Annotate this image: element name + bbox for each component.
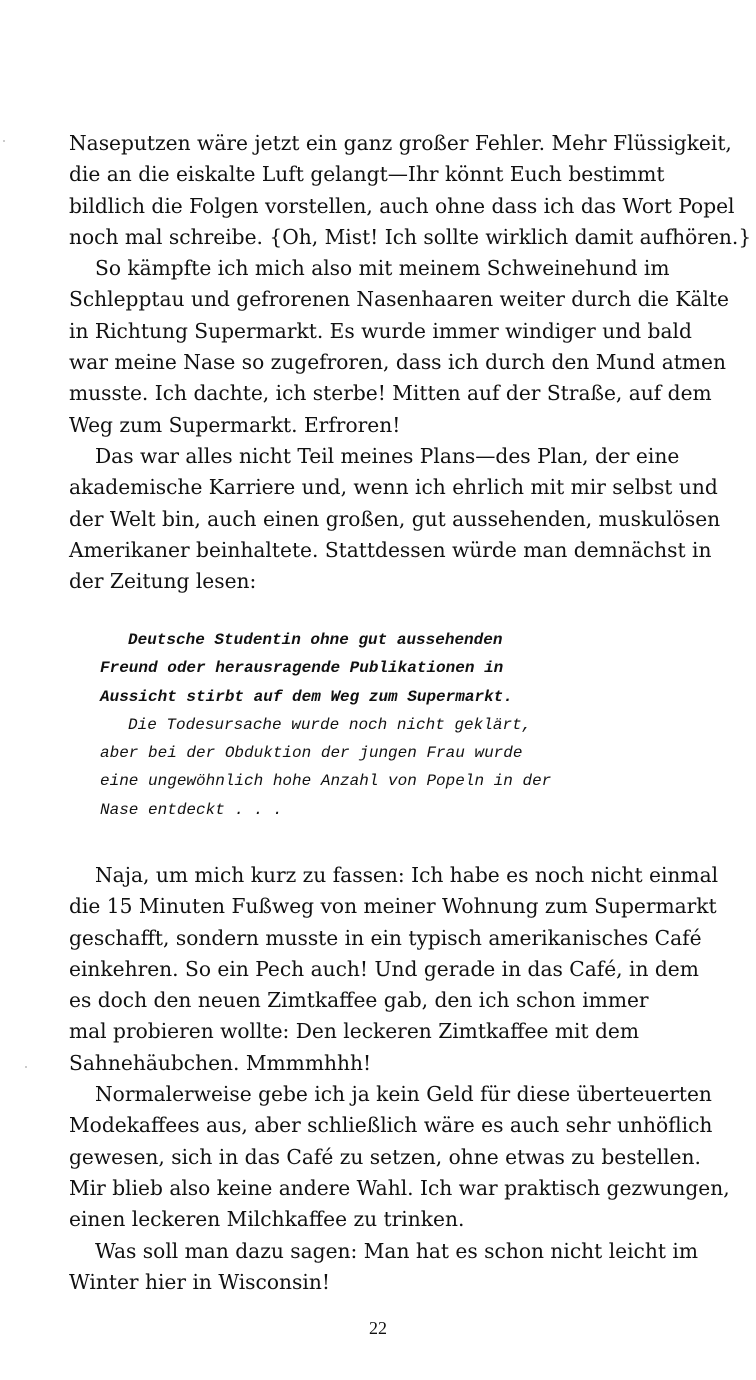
page-number: 22 bbox=[369, 1318, 387, 1338]
paragraph bbox=[69, 1236, 709, 1299]
text-line: die an die eiskalte Luft gelangt—Ihr könnt Euch bestimmt bbox=[69, 162, 665, 187]
text-line: war meine Nase so zugefroren, dass ich durch den Mund atmen bbox=[69, 350, 726, 375]
news-body-line: aber bei der Obduktion der jungen Frau wurde bbox=[100, 744, 523, 763]
news-body-line: Die Todesursache wurde noch nicht geklärt, bbox=[128, 715, 532, 734]
paragraph bbox=[69, 860, 719, 1079]
text-line: Modekaffees aus, aber schließlich wäre es auch sehr unhöflich bbox=[69, 1113, 713, 1138]
text-line: Naseputzen wäre jetzt ein ganz großer Fehler. Mehr Flüssigkeit, bbox=[69, 131, 732, 155]
text-line: noch mal schreibe. {Oh, Mist! Ich sollte wirklich damit aufhören.} bbox=[69, 224, 752, 249]
text-line: in Richtung Supermarkt. Es wurde immer windiger und bald bbox=[69, 318, 692, 343]
text-line: Normalerweise gebe ich ja kein Geld für diese überteuerten bbox=[95, 1082, 712, 1107]
text-line: Amerikaner beinhaltete. Stattdessen würde man demnächst in bbox=[69, 537, 712, 562]
text-line: die 15 Minuten Fußweg von meiner Wohnung zum Supermarkt bbox=[69, 894, 717, 919]
headline-line: Freund oder herausragende Publikationen in bbox=[100, 659, 504, 678]
scan-speck bbox=[25, 1066, 27, 1068]
paragraph bbox=[69, 1079, 730, 1235]
headline-line: Aussicht stirbt auf dem Weg zum Supermarkt. bbox=[100, 687, 513, 706]
text-line: der Zeitung lesen: bbox=[69, 569, 257, 594]
text-line: Was soll man dazu sagen: Man hat es schon nicht leicht im bbox=[95, 1238, 698, 1263]
text-line: So kämpfte ich mich also mit meinem Schweinehund im bbox=[95, 256, 670, 281]
paragraph bbox=[69, 128, 752, 253]
body-text-bottom bbox=[69, 860, 730, 1298]
paragraph bbox=[69, 441, 721, 597]
text-line: Das war alles nicht Teil meines Plans—des Plan, der eine bbox=[95, 443, 680, 468]
news-body-line: Nase entdeckt . . . bbox=[100, 800, 283, 819]
text-line: Sahnehäubchen. Mmmmhhh! bbox=[69, 1050, 372, 1075]
scan-speck bbox=[3, 140, 5, 142]
text-line: Mir blieb also keine andere Wahl. Ich war praktisch gezwungen, bbox=[69, 1175, 730, 1200]
text-line: akademische Karriere und, wenn ich ehrlich mit mir selbst und bbox=[69, 475, 718, 500]
text-line: bildlich die Folgen vorstellen, auch ohne dass ich das Wort Popel bbox=[69, 193, 735, 218]
text-line: Weg zum Supermarkt. Erfroren! bbox=[69, 412, 401, 437]
text-line: einkehren. So ein Pech auch! Und gerade in das Café, in dem bbox=[69, 956, 699, 981]
body-text-top bbox=[69, 128, 752, 597]
newspaper-excerpt bbox=[100, 626, 700, 824]
paragraph bbox=[69, 253, 729, 441]
headline-line: Deutsche Studentin ohne gut aussehenden bbox=[128, 631, 503, 649]
text-line: mal probieren wollte: Den leckeren Zimtkaffee mit dem bbox=[69, 1019, 640, 1044]
text-line: geschafft, sondern musste in ein typisch amerikanisches Café bbox=[69, 925, 702, 950]
text-line: der Welt bin, auch einen großen, gut aussehenden, muskulösen bbox=[69, 506, 721, 531]
text-line: musste. Ich dachte, ich sterbe! Mitten auf der Straße, auf dem bbox=[69, 381, 712, 406]
text-line: Naja, um mich kurz zu fassen: Ich habe es noch nicht einmal bbox=[95, 863, 719, 887]
text-line: es doch den neuen Zimtkaffee gab, den ich schon immer bbox=[69, 988, 649, 1013]
news-body-line: eine ungewöhnlich hohe Anzahl von Popeln in der bbox=[100, 772, 552, 791]
text-line: gewesen, sich in das Café zu setzen, ohne etwas zu bestellen. bbox=[69, 1144, 701, 1169]
text-line: einen leckeren Milchkaffee zu trinken. bbox=[69, 1207, 465, 1232]
text-line: Schlepptau und gefrorenen Nasenhaaren weiter durch die Kälte bbox=[69, 287, 729, 312]
text-line: Winter hier in Wisconsin! bbox=[69, 1269, 330, 1294]
